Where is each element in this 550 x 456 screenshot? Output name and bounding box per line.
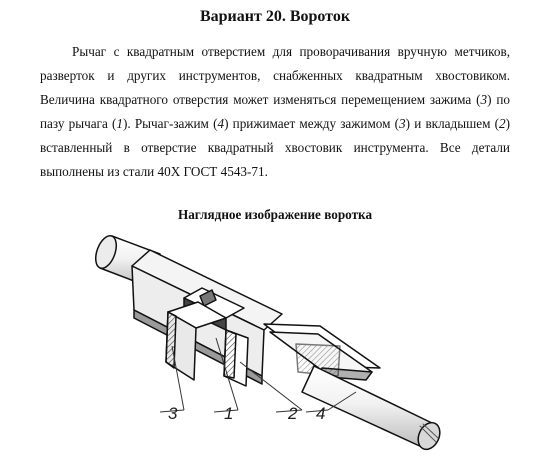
tap-wrench-figure [0, 226, 550, 456]
description-paragraph: Рычаг с квадратным отверстием для проворачивания вручную метчиков, разверток и других инструментов, снабженных квадратным хвостовиком. Величина квадратного отверстия может изменяться перемещением зажима (3) по пазу рычага (1). Рычаг-зажим (4) прижимает между зажимом (3) и вкладышем (2) вставленный в отверстие квадратный хвостовик инструмента. Все детали выполнены из стали 40Х ГОСТ 4543-71. [40, 44, 511, 179]
callout-1: 1 [224, 404, 234, 423]
callout-3: 3 [168, 404, 178, 423]
callout-2: 2 [288, 404, 298, 423]
document-title: Вариант 20. Вороток [199, 8, 351, 25]
figure-caption: Наглядное изображение воротка [177, 207, 373, 222]
tap-wrench-drawing [0, 226, 550, 456]
leader-2 [240, 362, 302, 410]
callout-4: 4 [316, 404, 326, 423]
